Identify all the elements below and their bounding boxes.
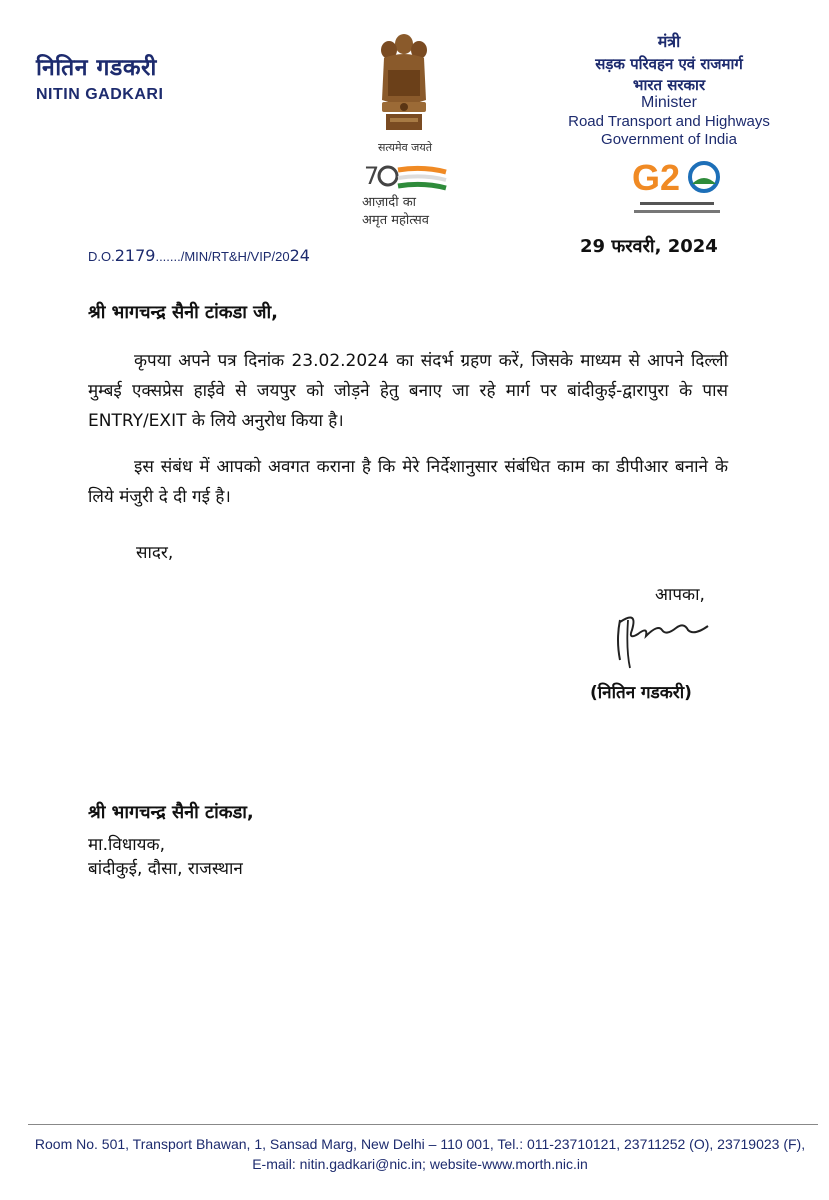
ministry-english: Road Transport and Highways <box>568 113 770 130</box>
minister-name-english: NITIN GADKARI <box>36 86 164 103</box>
footer-address: Room No. 501, Transport Bhawan, 1, Sansad Marg, New Delhi – 110 001, Tel.: 011-23710121, 23711252 (O), 23719023 (F), <box>34 1136 806 1152</box>
svg-text:7: 7 <box>364 162 380 190</box>
paragraph-1: कृपया अपने पत्र दिनांक 23.02.2024 का संदर्भ ग्रहण करें, जिसके माध्यम से आपने दिल्ली मुम्बई एक्सप्रेस हाईवे से जयपुर को जोड़ने हेतु बनाए जा रहे मार्ग पर बांदीकुई-द्वारापुरा के पास ENTRY/EXIT के लिये अनुरोध किया है। <box>88 351 728 431</box>
g20-logo <box>612 150 742 222</box>
do-prefix: D.O. <box>88 249 115 264</box>
closing: सादर, <box>136 543 174 563</box>
letter-date: 29 फरवरी, 2024 <box>580 236 718 257</box>
do-reference <box>88 246 310 265</box>
do-year: 24 <box>289 246 310 265</box>
signatory-name: (नितिन गडकरी) <box>590 683 692 703</box>
title-hindi: मंत्री <box>657 32 681 51</box>
yours: आपका, <box>655 585 705 605</box>
svg-text:G2: G2 <box>632 157 681 198</box>
government-hindi: भारत सरकार <box>632 76 706 94</box>
do-suffix: ......./MIN/RT&H/VIP/20 <box>155 249 290 264</box>
emblem-motto: सत्यमेव जयते <box>377 141 432 154</box>
azadi-text-line1: आज़ादी का <box>362 195 417 210</box>
azadi-text-line2: अमृत महोत्सव <box>362 213 430 228</box>
title-english: Minister <box>640 94 697 111</box>
addressee-designation: मा.विधायक, <box>88 835 166 855</box>
addressee-name: श्री भागचन्द्र सैनी टांकडा, <box>88 802 254 823</box>
ministry-hindi: सड़क परिवहन एवं राजमार्ग <box>595 55 743 73</box>
paragraph-2: इस संबंध में आपको अवगत कराना है कि मेरे निर्देशानुसार संबंधित काम का डीपीआर बनाने के लिये मंजुरी दे दी गई है। <box>88 457 728 507</box>
government-english: Government of India <box>601 131 737 148</box>
minister-name-hindi: नितिन गडकरी <box>36 55 157 81</box>
national-emblem-icon <box>372 30 436 142</box>
footer-divider <box>28 1124 818 1125</box>
handwritten-signature <box>598 600 728 675</box>
footer-contact: E-mail: nitin.gadkari@nic.in; website-www.morth.nic.in <box>252 1156 588 1172</box>
addressee-place: बांदीकुई, दौसा, राजस्थान <box>88 859 243 879</box>
do-number: 2179 <box>114 246 156 265</box>
salutation: श्री भागचन्द्र सैनी टांकडा जी, <box>88 302 278 323</box>
